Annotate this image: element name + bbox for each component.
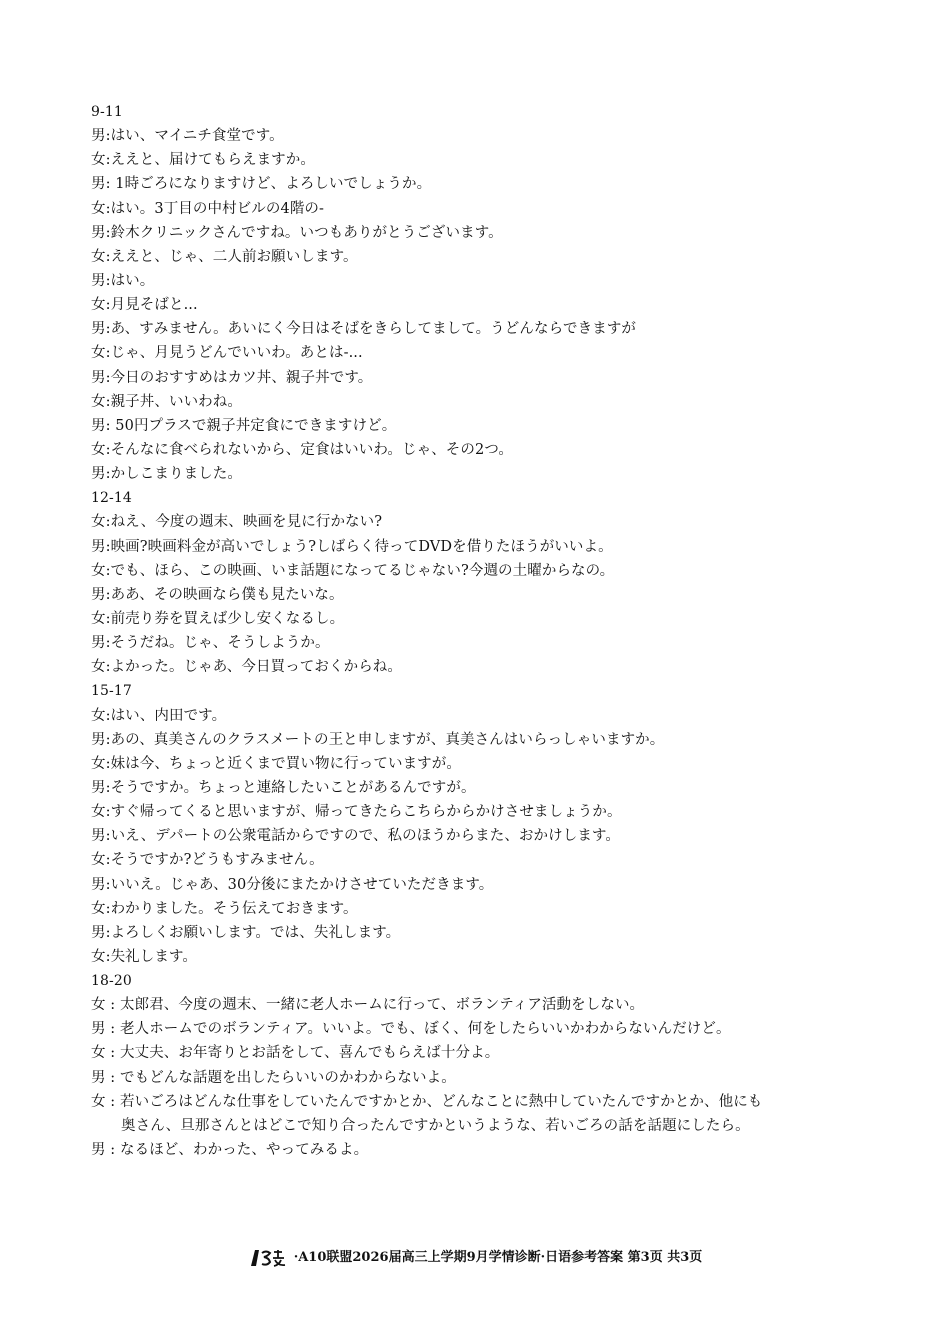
dialogue-line: 男 : なるほど、わかった、やってみるよ。 [91,1142,369,1159]
dialogue-line: 女:そんなに食べられないから、定食はいいわ。じゃ、その2つ。 [91,441,513,458]
dialogue-line: 女:親子丼、いいわね。 [91,393,242,410]
dialogue-line: 男:はい、マイニチ食堂です。 [91,128,284,145]
dialogue-line: 女:ええと、じゃ、二人前お願いします。 [91,248,358,265]
transcript-body [91,100,871,1162]
dialogue-line: 男:ああ、その映画なら僕も見たいな。 [91,586,344,603]
dialogue-line: 男:よろしくお願いします。では、失礼します。 [91,924,401,941]
dialogue-line: 男:いいえ。じゃあ、30分後にまたかけさせていただきます。 [91,876,494,893]
dialogue-line: 奥さん、旦那さんとはどこで知り合ったんですかというような、若いごろの話を話題にしたら。 [121,1117,750,1134]
section-number: 9-11 [91,104,123,120]
dialogue-line: 男 : でもどんな話題を出したらいいのかわからないよ。 [91,1069,456,1086]
dialogue-line: 男:あの、真美さんのクラスメートの王と申しますが、真美さんはいらっしゃいますか。 [91,731,665,748]
dialogue-line: 男:かしこまりました。 [91,466,242,483]
brand-logo-icon [248,1248,292,1268]
dialogue-line: 男:鈴木クリニックさんですね。いつもありがとうございます。 [91,224,503,241]
footer-text: ·A10联盟2026届高三上学期9月学情诊断·日语参考答案 第3页 共3页 [293,1250,703,1265]
dialogue-line: 女:妹は今、ちょっと近くまで買い物に行っていますが。 [91,755,461,772]
dialogue-line: 男:いえ、デパートの公衆電話からですので、私のほうからまた、おかけします。 [91,828,620,845]
dialogue-line: 女:すぐ帰ってくると思いますが、帰ってきたらこちらからかけさせましょうか。 [91,804,622,821]
dialogue-line: 女:よかった。じゃあ、今日買っておくからね。 [91,659,403,676]
dialogue-line: 男: 1時ごろになりますけど、よろしいでしょうか。 [91,176,432,193]
dialogue-line: 女:前売り券を買えば少し安くなるし。 [91,610,345,627]
dialogue-line: 女:じゃ、月見うどんでいいわ。あとは-... [91,345,363,362]
dialogue-line: 女:ねえ、今度の週末、映画を見に行かない? [91,514,383,531]
dialogue-line: 男:はい。 [91,272,155,289]
dialogue-line: 男 : 老人ホームでのボランティア。いいよ。でも、ぼく、何をしたらいいかわからないんだけど。 [91,1021,731,1038]
dialogue-line: 男:映画?映画料金が高いでしょう?しばらく待ってDVDを借りたほうがいいよ。 [91,538,613,555]
section-number: 12-14 [91,490,132,507]
dialogue-line: 女:でも、ほら、この映画、いま話題になってるじゃない?今週の土曜からなの。 [91,562,615,579]
dialogue-line: 男: 50円プラスで親子丼定食にできますけど。 [91,417,397,434]
dialogue-line: 女:失礼します。 [91,948,198,965]
dialogue-line: 女:わかりました。そう伝えておきます。 [91,900,358,917]
dialogue-line: 女:はい、内田です。 [91,707,227,724]
dialogue-line: 男:そうですか。ちょっと連絡したいことがあるんですが。 [91,779,476,796]
dialogue-line: 女 : 大丈夫、お年寄りとお話をして、喜んでもらえば十分よ。 [91,1045,500,1062]
dialogue-line: 男:そうだね。じゃ、そうしようか。 [91,635,330,652]
page-footer [0,1246,950,1268]
dialogue-line: 男:今日のおすすめはカツ丼、親子丼です。 [91,369,373,386]
dialogue-line: 女:そうですか?どうもすみません。 [91,852,324,869]
dialogue-line: 男:あ、すみません。あいにく今日はそばをきらしてまして。うどんならできますが [91,321,637,338]
dialogue-line: 女:はい。3丁目の中村ビルの4階の- [91,200,325,217]
dialogue-line: 女 : 太郎君、今度の週末、一緒に老人ホームに行って、ボランティア活動をしない。 [91,997,645,1014]
section-number: 18-20 [91,973,132,990]
dialogue-line: 女 : 若いごろはどんな仕事をしていたんですかとか、どんなことに熱中していたんですかとか、他にも [91,1093,763,1110]
section-number: 15-17 [91,683,132,700]
dialogue-line: 女:月見そばと... [91,297,198,314]
dialogue-line: 女:ええと、届けてもらえますか。 [91,152,315,169]
